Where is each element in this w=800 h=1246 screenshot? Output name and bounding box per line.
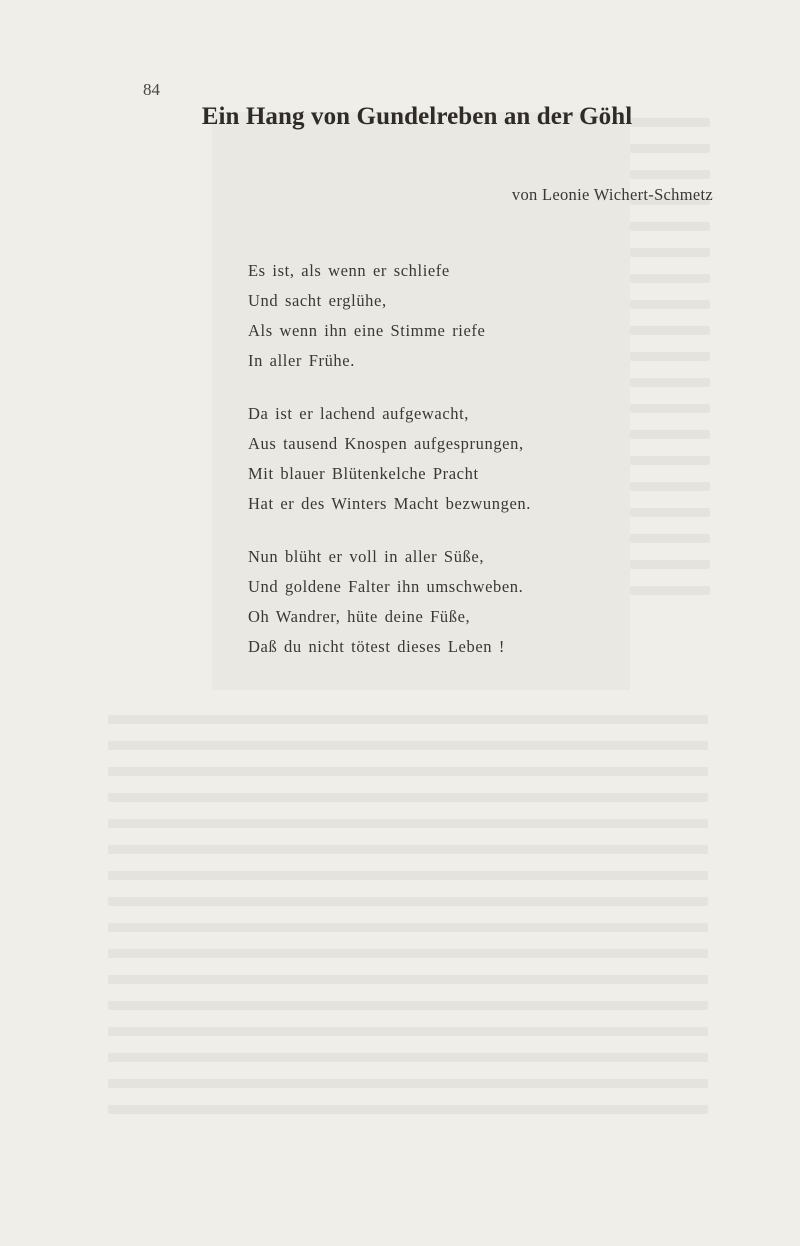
poem-line: Da ist er lachend aufgewacht,	[248, 404, 470, 423]
bleed-through-line	[108, 1001, 708, 1010]
page-number: 84	[143, 80, 160, 99]
bleed-through-line	[108, 949, 708, 958]
bleed-through-line	[108, 1105, 708, 1114]
bleed-through-line	[630, 222, 710, 231]
bleed-through-line	[108, 1079, 708, 1088]
bleed-through-line	[630, 586, 710, 595]
bleed-through-line	[108, 871, 708, 880]
bleed-through-line	[108, 793, 708, 802]
bleed-through-line	[630, 274, 710, 283]
author-byline: von Leonie Wichert-Schmetz	[511, 185, 713, 204]
bleed-through-line	[630, 482, 710, 491]
bleed-through-line	[630, 248, 710, 257]
page-title: Ein Hang von Gundelreben an der Göhl	[201, 103, 633, 130]
bleed-through-line	[108, 741, 708, 750]
poem-line: Als wenn ihn eine Stimme riefe	[248, 321, 486, 340]
poem-stanza	[248, 399, 531, 519]
bleed-through-line	[630, 430, 710, 439]
bleed-through-line	[630, 508, 710, 517]
bleed-through-line	[108, 923, 708, 932]
bleed-through-line	[630, 534, 710, 543]
bleed-through-line	[630, 378, 710, 387]
bleed-through-line	[108, 715, 708, 724]
bleed-through-line	[108, 819, 708, 828]
bleed-through-line	[630, 170, 710, 179]
poem-line: Hat er des Winters Macht bezwungen.	[248, 494, 531, 513]
bleed-through-line	[108, 975, 708, 984]
bleed-through-line	[108, 845, 708, 854]
poem-stanza	[248, 542, 531, 662]
bleed-through-line	[630, 326, 710, 335]
poem-line: Daß du nicht tötest dieses Leben !	[248, 637, 505, 656]
bleed-through-line	[630, 404, 710, 413]
bleed-through-line	[630, 352, 710, 361]
bleed-through-line	[108, 897, 708, 906]
poem	[248, 256, 531, 685]
poem-line: Mit blauer Blütenkelche Pracht	[248, 464, 479, 483]
bleed-through-line	[630, 300, 710, 309]
bleed-through-line	[108, 767, 708, 776]
poem-line: Aus tausend Knospen aufgesprungen,	[248, 434, 524, 453]
poem-line: Und sacht erglühe,	[248, 291, 387, 310]
bleed-through-line	[630, 560, 710, 569]
bleed-through-line	[630, 456, 710, 465]
bleed-through-line	[108, 1027, 708, 1036]
poem-line: Es ist, als wenn er schliefe	[248, 261, 450, 280]
poem-line: Und goldene Falter ihn umschweben.	[248, 577, 524, 596]
poem-line: Oh Wandrer, hüte deine Füße,	[248, 607, 471, 626]
poem-stanza	[248, 256, 531, 376]
bleed-through-line	[108, 1053, 708, 1062]
bleed-through-line	[630, 144, 710, 153]
poem-line: In aller Frühe.	[248, 351, 355, 370]
poem-line: Nun blüht er voll in aller Süße,	[248, 547, 485, 566]
